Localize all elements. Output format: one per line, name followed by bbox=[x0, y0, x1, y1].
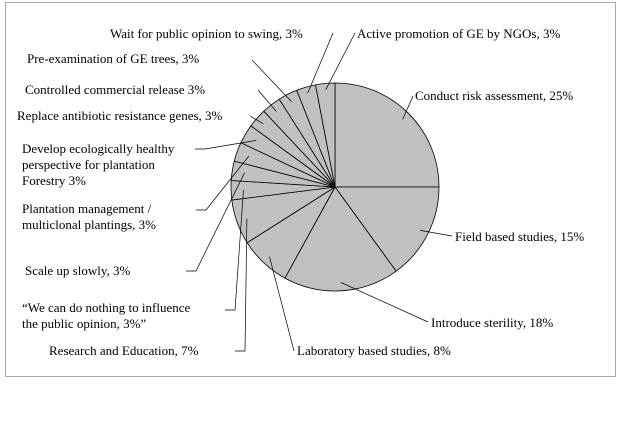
label-laboratory-based-studies: Laboratory based studies, 8% bbox=[297, 343, 451, 358]
leader-line-11 bbox=[252, 60, 292, 102]
label-wait-for-public-opinion: Wait for public opinion to swing, 3% bbox=[110, 26, 303, 41]
label-conduct-risk-assessment: Conduct risk assessment, 25% bbox=[415, 88, 574, 103]
label-replace-antibiotic-resistance-genes: Replace antibiotic resistance genes, 3% bbox=[17, 108, 223, 123]
leader-line-13 bbox=[326, 33, 355, 90]
label-controlled-commercial-release: Controlled commercial release 3% bbox=[25, 82, 206, 97]
label-we-can-do-nothing: “We can do nothing to influence the public opinion, 3%” bbox=[22, 300, 191, 331]
label-develop-ecologically-healthy: Develop ecologically healthy perspective for plantation Forestry 3% bbox=[22, 141, 175, 188]
label-plantation-management: Plantation management / multiclonal plantings, 3% bbox=[22, 201, 156, 232]
pie-slices bbox=[231, 83, 439, 291]
leader-line-2 bbox=[341, 283, 428, 323]
label-field-based-studies: Field based studies, 15% bbox=[455, 229, 585, 244]
label-pre-examination-of-ge-trees: Pre-examination of GE trees, 3% bbox=[27, 51, 200, 66]
label-scale-up-slowly: Scale up slowly, 3% bbox=[25, 263, 131, 278]
label-research-and-education: Research and Education, 7% bbox=[49, 343, 199, 358]
label-introduce-sterility: Introduce sterility, 18% bbox=[431, 315, 554, 330]
label-active-promotion-of-ge: Active promotion of GE by NGOs, 3% bbox=[357, 26, 561, 41]
